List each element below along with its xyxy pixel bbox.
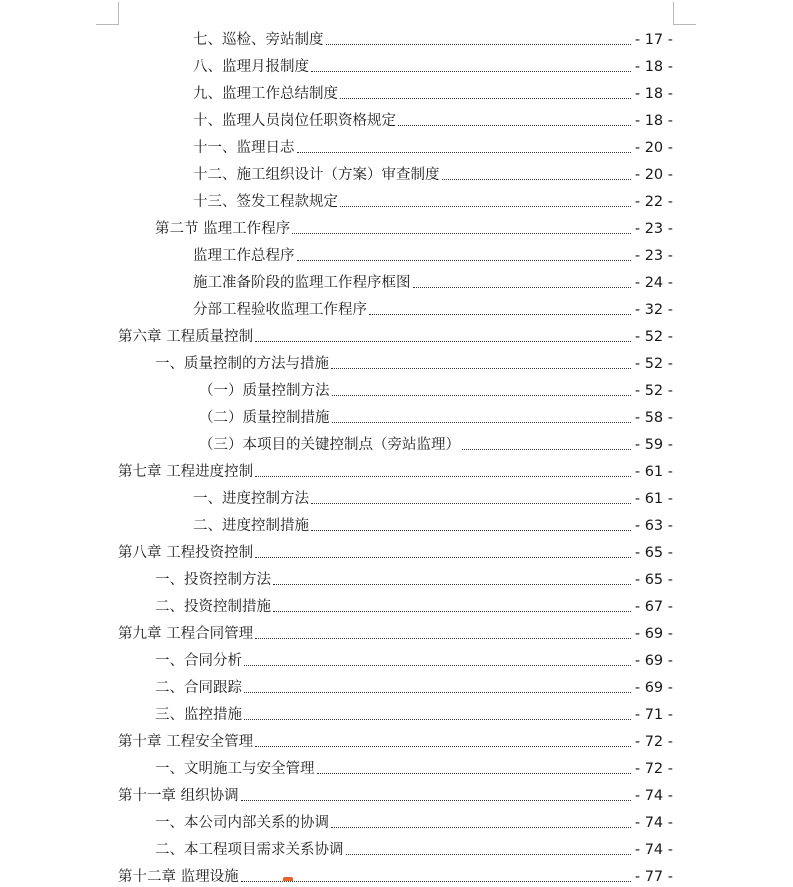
toc-entry[interactable] [0,671,793,698]
toc-entry-page-number: - 20 - [634,140,673,156]
toc-leader-dots [255,341,631,342]
toc-entry-title: 第二节 监理工作程序 [155,221,291,237]
toc-entry[interactable] [0,77,793,104]
toc-leader-dots [413,287,632,288]
toc-entry-title: 一、进度控制方法 [193,491,309,507]
toc-entry[interactable] [0,374,793,401]
toc-entry-page-number: - 63 - [634,518,673,534]
toc-entry-title: 七、巡检、旁站制度 [193,32,324,48]
toc-entry[interactable] [0,347,793,374]
toc-entry[interactable] [0,725,793,752]
text-cursor-marker [283,877,293,881]
toc-entry-page-number: - 72 - [634,761,673,777]
toc-leader-dots [292,233,631,234]
toc-leader-dots [340,206,631,207]
toc-leader-dots [326,44,632,45]
toc-entry-page-number: - 72 - [634,734,673,750]
toc-entry-page-number: - 71 - [634,707,673,723]
toc-leader-dots [255,746,631,747]
toc-entry[interactable] [0,482,793,509]
toc-entry-page-number: - 52 - [634,329,673,345]
toc-entry-title: 一、本公司内部关系的协调 [155,815,329,831]
toc-entry-title: 第十二章 监理设施 [118,869,239,885]
toc-entry-title: 一、投资控制方法 [155,572,271,588]
toc-entry-page-number: - 74 - [634,815,673,831]
toc-leader-dots [244,665,631,666]
toc-entry-page-number: - 20 - [634,167,673,183]
toc-leader-dots [398,125,631,126]
toc-leader-dots [244,692,631,693]
toc-entry[interactable] [0,455,793,482]
toc-leader-dots [331,368,631,369]
toc-entry-title: 一、质量控制的方法与措施 [155,356,329,372]
toc-entry[interactable] [0,428,793,455]
toc-entry-title: 施工准备阶段的监理工作程序框图 [193,275,411,291]
toc-entry[interactable] [0,806,793,833]
toc-entry[interactable] [0,536,793,563]
toc-entry[interactable] [0,563,793,590]
toc-leader-dots [462,449,631,450]
toc-entry[interactable] [0,590,793,617]
toc-leader-dots [346,854,632,855]
toc-entry-title: 十三、签发工程款规定 [193,194,338,210]
toc-entry-title: （三）本项目的关键控制点（旁站监理） [199,437,460,453]
toc-entry[interactable] [0,131,793,158]
toc-entry[interactable] [0,104,793,131]
toc-entry-page-number: - 18 - [634,113,673,129]
toc-entry[interactable] [0,158,793,185]
toc-entry-title: 一、文明施工与安全管理 [155,761,315,777]
toc-entry-title: 二、进度控制措施 [193,518,309,534]
toc-entry-title: （一）质量控制方法 [199,383,330,399]
toc-entry-page-number: - 18 - [634,59,673,75]
toc-entry-page-number: - 23 - [634,221,673,237]
toc-entry[interactable] [0,860,793,887]
toc-entry-title: 一、合同分析 [155,653,242,669]
toc-leader-dots [332,422,632,423]
toc-entry-page-number: - 69 - [634,680,673,696]
toc-leader-dots [340,98,631,99]
toc-leader-dots [332,395,632,396]
toc-entry[interactable] [0,509,793,536]
toc-entry[interactable] [0,23,793,50]
page-corner-mark-left [96,2,119,25]
toc-entry-title: 分部工程验收监理工作程序 [193,302,367,318]
toc-entry-title: 第十章 工程安全管理 [118,734,254,750]
toc-entry-page-number: - 24 - [634,275,673,291]
toc-entry-page-number: - 61 - [634,491,673,507]
toc-entry[interactable] [0,239,793,266]
toc-entry-page-number: - 74 - [634,788,673,804]
toc-leader-dots [273,584,631,585]
toc-entry-page-number: - 77 - [634,869,673,885]
toc-entry[interactable] [0,644,793,671]
toc-entry-title: 九、监理工作总结制度 [193,86,338,102]
toc-entry[interactable] [0,617,793,644]
toc-entry-title: （二）质量控制措施 [199,410,330,426]
toc-entry-page-number: - 59 - [634,437,673,453]
toc-entry-title: 第六章 工程质量控制 [118,329,254,345]
toc-entry-title: 八、监理月报制度 [193,59,309,75]
toc-entry[interactable] [0,212,793,239]
toc-entry-title: 第十一章 组织协调 [118,788,239,804]
toc-leader-dots [241,800,631,801]
toc-leader-dots [297,260,632,261]
toc-entry-page-number: - 32 - [634,302,673,318]
toc-entry-page-number: - 65 - [634,545,673,561]
toc-entry[interactable] [0,266,793,293]
toc-entry-page-number: - 69 - [634,626,673,642]
toc-entry[interactable] [0,293,793,320]
toc-entry-page-number: - 52 - [634,383,673,399]
toc-leader-dots [255,638,631,639]
toc-entry-title: 监理工作总程序 [193,248,295,264]
toc-leader-dots [255,476,631,477]
toc-entry-title: 二、投资控制措施 [155,599,271,615]
toc-leader-dots [311,71,631,72]
toc-entry-page-number: - 23 - [634,248,673,264]
toc-leader-dots [244,719,631,720]
toc-leader-dots [442,179,632,180]
toc-entry-page-number: - 65 - [634,572,673,588]
toc-entry[interactable] [0,752,793,779]
toc-entry-page-number: - 67 - [634,599,673,615]
toc-entry[interactable] [0,401,793,428]
toc-leader-dots [241,881,631,882]
toc-entry-title: 十、监理人员岗位任职资格规定 [193,113,396,129]
toc-entry-title: 第八章 工程投资控制 [118,545,254,561]
toc-entry-page-number: - 58 - [634,410,673,426]
toc-entry-title: 二、本工程项目需求关系协调 [155,842,344,858]
toc-entry[interactable] [0,185,793,212]
toc-entry-title: 第九章 工程合同管理 [118,626,254,642]
toc-leader-dots [255,557,631,558]
toc-entry-page-number: - 22 - [634,194,673,210]
toc-entry-page-number: - 61 - [634,464,673,480]
toc-entry-page-number: - 18 - [634,86,673,102]
toc-leader-dots [273,611,631,612]
toc-entry-title: 十一、监理日志 [193,140,295,156]
page-corner-mark-right [673,2,696,25]
toc-entry[interactable] [0,50,793,77]
toc-leader-dots [331,827,631,828]
toc-leader-dots [311,503,631,504]
toc-entry[interactable] [0,320,793,347]
toc-entry-title: 十二、施工组织设计（方案）审查制度 [193,167,440,183]
toc-entry[interactable] [0,698,793,725]
toc-leader-dots [311,530,631,531]
toc-entry-page-number: - 52 - [634,356,673,372]
toc-entry-title: 三、监控措施 [155,707,242,723]
toc-entry[interactable] [0,779,793,806]
toc-leader-dots [369,314,631,315]
toc-leader-dots [317,773,632,774]
toc-entry-page-number: - 74 - [634,842,673,858]
toc-entry-title: 第七章 工程进度控制 [118,464,254,480]
toc-entry-title: 二、合同跟踪 [155,680,242,696]
toc-entry[interactable] [0,833,793,860]
toc-entry-page-number: - 69 - [634,653,673,669]
toc-entry-page-number: - 17 - [634,32,673,48]
toc-leader-dots [297,152,632,153]
